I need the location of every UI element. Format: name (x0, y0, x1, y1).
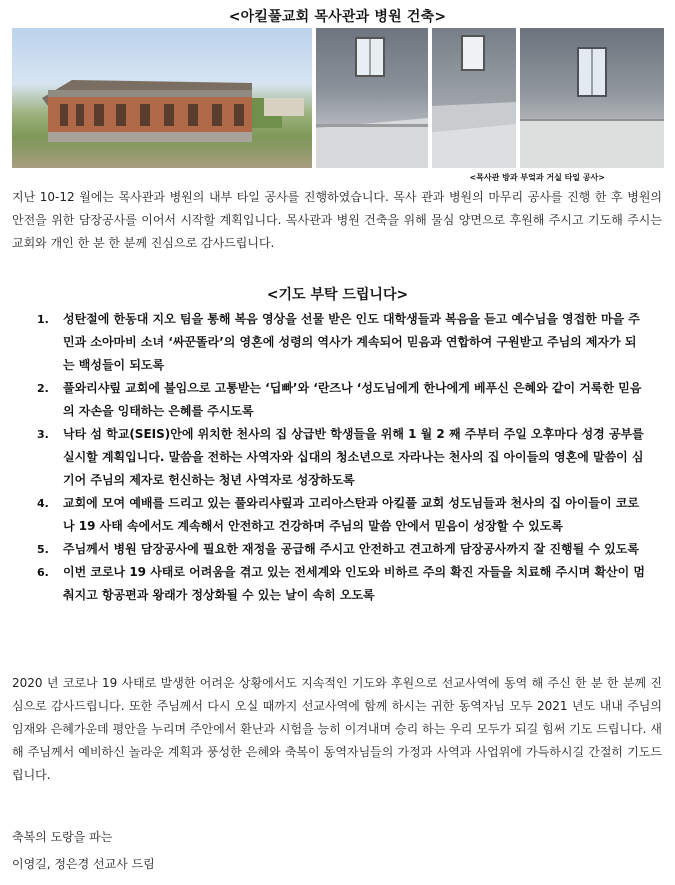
building-exterior-photo (12, 28, 312, 168)
prayer-item-number: 3. (37, 428, 49, 441)
photo-strip (12, 28, 664, 168)
signoff-line-1: 축복의 도랑을 파는 (12, 830, 113, 844)
prayer-item (0, 561, 675, 607)
prayer-item-number: 1. (37, 313, 49, 326)
closing-paragraph: 2020 년 코로나 19 사태로 발생한 어려운 상황에서도 지속적인 기도와 후원으로 선교사역에 동역 해 주신 한 분 한 분께 진심으로 감사드립니다. 또한 주님께서 다시 오실 때까지 선교사역에 함께 하시는 귀한 동역자님 모두 2021 년도 내내 주님의 임재와 은혜가운데 평안을 누리며 주안에서 환난과 시험을 능히 이겨내며 승리 하는 우리 모두가 되길 힘써 기도 드립니다. 새해 주님께서 예비하신 놀라운 계획과 풍성한 은혜와 축복이 동역자님들의 가정과 사역과 사업위에 가득하시길 간절히 기도드립니다. (12, 676, 662, 782)
prayer-item (0, 377, 675, 423)
prayer-item (0, 492, 675, 538)
prayer-item (0, 538, 675, 561)
prayer-section-title: <기도 부탁 드립니다> (266, 287, 409, 303)
prayer-item (0, 423, 675, 492)
prayer-item-text: 이번 코로나 19 사태로 어려움을 겪고 있는 전세계와 인도와 비하르 주의 확진 자들을 치료해 주시며 확산이 멈춰지고 항공편과 왕래가 정상화될 수 있는 날이 속히 오도록 (63, 565, 646, 602)
prayer-item (0, 308, 675, 377)
intro-paragraph: 지난 10-12 월에는 목사관과 병원의 내부 타일 공사를 진행하였습니다. 목사 관과 병원의 마무리 공사를 진행 한 후 병원의 안전을 위한 담장공사를 이어서 시작할 계획입니다. 목사관과 병원 건축을 위해 물심 양면으로 후원해 주시고 기도해 주시는 교회와 개인 한 분 한 분께 진심으로 감사드립니다. (12, 190, 662, 250)
kitchen-interior-photo (432, 28, 516, 168)
signoff-line-2: 이영길, 정은경 선교사 드림 (12, 857, 155, 871)
prayer-item-text: 주님께서 병원 담장공사에 필요한 재정을 공급해 주시고 안전하고 견고하게 담장공사까지 잘 진행될 수 있도록 (63, 542, 639, 556)
prayer-item-number: 5. (37, 543, 49, 556)
prayer-item-number: 2. (37, 382, 49, 395)
prayer-item-number: 6. (37, 566, 49, 579)
room-interior-photo (316, 28, 428, 168)
page-title: <아킬풀교회 목사관과 병원 건축> (228, 9, 447, 25)
photo-caption: <목사관 방과 부엌과 거실 타일 공사> (469, 173, 605, 182)
prayer-item-text: 성탄절에 한동대 지오 팀을 통해 복음 영상을 선물 받은 인도 대학생들과 복음을 듣고 예수님을 영접한 마을 주민과 소아마비 소녀 ‘싸꾼똘라’의 영혼에 성령의 역사가 계속되어 믿음과 연합하여 구원받고 주님의 제자가 되는 백성들이 되도록 (63, 312, 640, 372)
prayer-item-text: 풀와리샤맆 교회에 불임으로 고통받는 ‘딥빠’와 ‘란즈나 ‘성도님에게 한나에게 베푸신 은혜와 같이 거룩한 믿음의 자손을 잉태하는 은혜를 주시도록 (63, 381, 642, 418)
living-room-interior-photo (520, 28, 664, 168)
prayer-item-number: 4. (37, 497, 49, 510)
prayer-list (0, 308, 675, 607)
prayer-item-text: 낙타 섬 학교(SEIS)안에 위치한 천사의 집 상급반 학생들을 위해 1 월 2 째 주부터 주일 오후마다 성경 공부를 실시할 계획입니다. 말씀을 전하는 사역자와 십대의 청소년으로 자라나는 천사의 집 아이들의 영혼에 말씀이 심기어 주님의 제자로 헌신하는 청년 사역자로 성장하도록 (63, 427, 644, 487)
prayer-item-text: 교회에 모여 예배를 드리고 있는 풀와리샤맆과 고리아스탄과 아킬풀 교회 성도님들과 천사의 집 아이들이 코로나 19 사태 속에서도 계속해서 안전하고 건강하며 주님의 말씀 안에서 믿음이 성장할 수 있도록 (63, 496, 639, 533)
